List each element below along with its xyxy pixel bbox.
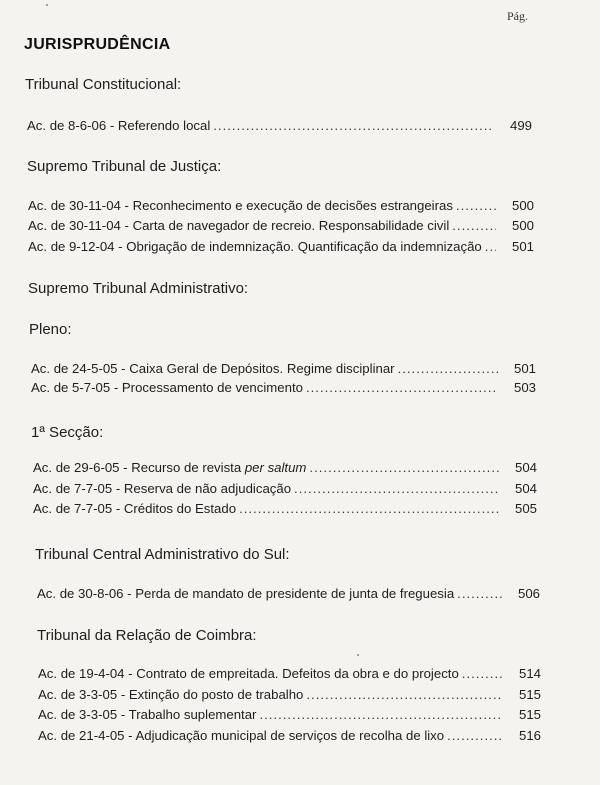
entry-title: [33, 460, 306, 475]
subsection-heading-pleno: Pleno:: [29, 321, 72, 338]
toc-entry[interactable]: [38, 707, 541, 722]
scan-speck: [357, 654, 359, 656]
entry-title: Ac. de 30-8-06 - Perda de mandato de presidente de junta de freguesia: [37, 586, 455, 601]
entry-title-italic: per saltum: [244, 460, 307, 475]
toc-entry[interactable]: [33, 460, 537, 475]
entry-page: 505: [514, 501, 537, 516]
page-column-label: Pág.: [507, 9, 528, 23]
toc-entry[interactable]: [38, 728, 541, 743]
toc-entry[interactable]: [33, 501, 537, 516]
entry-title: Ac. de 21-4-05 - Adjudicação municipal de serviços de recolha de lixo: [38, 728, 445, 743]
dot-leader: [259, 707, 503, 722]
dot-leader: [457, 586, 502, 601]
entry-page: 515: [518, 707, 541, 722]
dot-leader: [447, 728, 503, 743]
dot-leader: [239, 501, 499, 516]
toc-entry[interactable]: [28, 239, 534, 254]
entry-title: Ac. de 30-11-04 - Reconhecimento e execução de decisões estrangeiras: [28, 198, 453, 213]
dot-leader: [456, 198, 496, 213]
toc-entry[interactable]: [38, 666, 541, 681]
entry-title: Ac. de 7-7-05 - Reserva de não adjudicação: [33, 481, 292, 496]
entry-page: 501: [513, 361, 536, 376]
entry-title: Ac. de 7-7-05 - Créditos do Estado: [33, 501, 237, 516]
dot-leader: [398, 361, 498, 376]
entry-title: Ac. de 3-3-05 - Extinção do posto de trabalho: [38, 687, 304, 702]
entry-title: Ac. de 19-4-04 - Contrato de empreitada. Defeitos da obra e do projecto: [38, 666, 459, 681]
toc-entry[interactable]: [28, 218, 534, 233]
entry-title: Ac. de 9-12-04 - Obrigação de indemnização. Quantificação da indemnização: [28, 239, 482, 254]
entry-page: 504: [514, 460, 537, 475]
entry-page: 500: [511, 218, 534, 233]
dot-leader: [306, 687, 503, 702]
entry-title: Ac. de 5-7-05 - Processamento de vencimento: [31, 380, 303, 395]
entry-title: Ac. de 3-3-05 - Trabalho suplementar: [38, 707, 257, 722]
entry-page: 504: [514, 481, 537, 496]
dot-leader: [294, 481, 499, 496]
entry-title: Ac. de 30-11-04 - Carta de navegador de recreio. Responsabilidade civil: [28, 218, 450, 233]
dot-leader: [213, 118, 494, 133]
toc-entry[interactable]: [31, 380, 536, 395]
toc-entry[interactable]: [38, 687, 541, 702]
toc-entry[interactable]: [33, 481, 537, 496]
dot-leader: [309, 460, 499, 475]
entry-title-text: Ac. de 29-6-05 - Recurso de revista: [33, 460, 242, 475]
toc-entry[interactable]: [31, 361, 536, 376]
toc-entry[interactable]: [27, 118, 532, 133]
entry-page: 503: [513, 380, 536, 395]
scan-speck: [46, 4, 48, 6]
entry-page: 499: [509, 118, 532, 133]
toc-entry[interactable]: [28, 198, 534, 213]
entry-page: 501: [511, 239, 534, 254]
entry-title: Ac. de 8-6-06 - Referendo local: [27, 118, 211, 133]
entry-page: 516: [518, 728, 541, 743]
section-heading-tribunal-da-relacao-de-coimbra: Tribunal da Relação de Coimbra:: [37, 627, 257, 644]
section-heading-tribunal-central-administrativo-do-sul: Tribunal Central Administrativo do Sul:: [35, 546, 290, 563]
toc-entry[interactable]: [37, 586, 540, 601]
dot-leader: [462, 666, 503, 681]
entry-title: Ac. de 24-5-05 - Caixa Geral de Depósitos. Regime disciplinar: [31, 361, 395, 376]
section-heading-supremo-tribunal-administrativo: Supremo Tribunal Administrativo:: [28, 280, 249, 297]
section-heading-tribunal-constitucional: Tribunal Constitucional:: [25, 76, 182, 93]
dot-leader: [485, 239, 496, 254]
dot-leader: [452, 218, 496, 233]
section-heading-supremo-tribunal-de-justica: Supremo Tribunal de Justiça:: [27, 158, 222, 175]
entry-page: 515: [518, 687, 541, 702]
subsection-heading-1a-seccao: 1ª Secção:: [31, 424, 104, 441]
page-title: JURISPRUDÊNCIA: [24, 36, 171, 53]
dot-leader: [306, 380, 498, 395]
entry-page: 500: [511, 198, 534, 213]
entry-page: 506: [517, 586, 540, 601]
entry-page: 514: [518, 666, 541, 681]
